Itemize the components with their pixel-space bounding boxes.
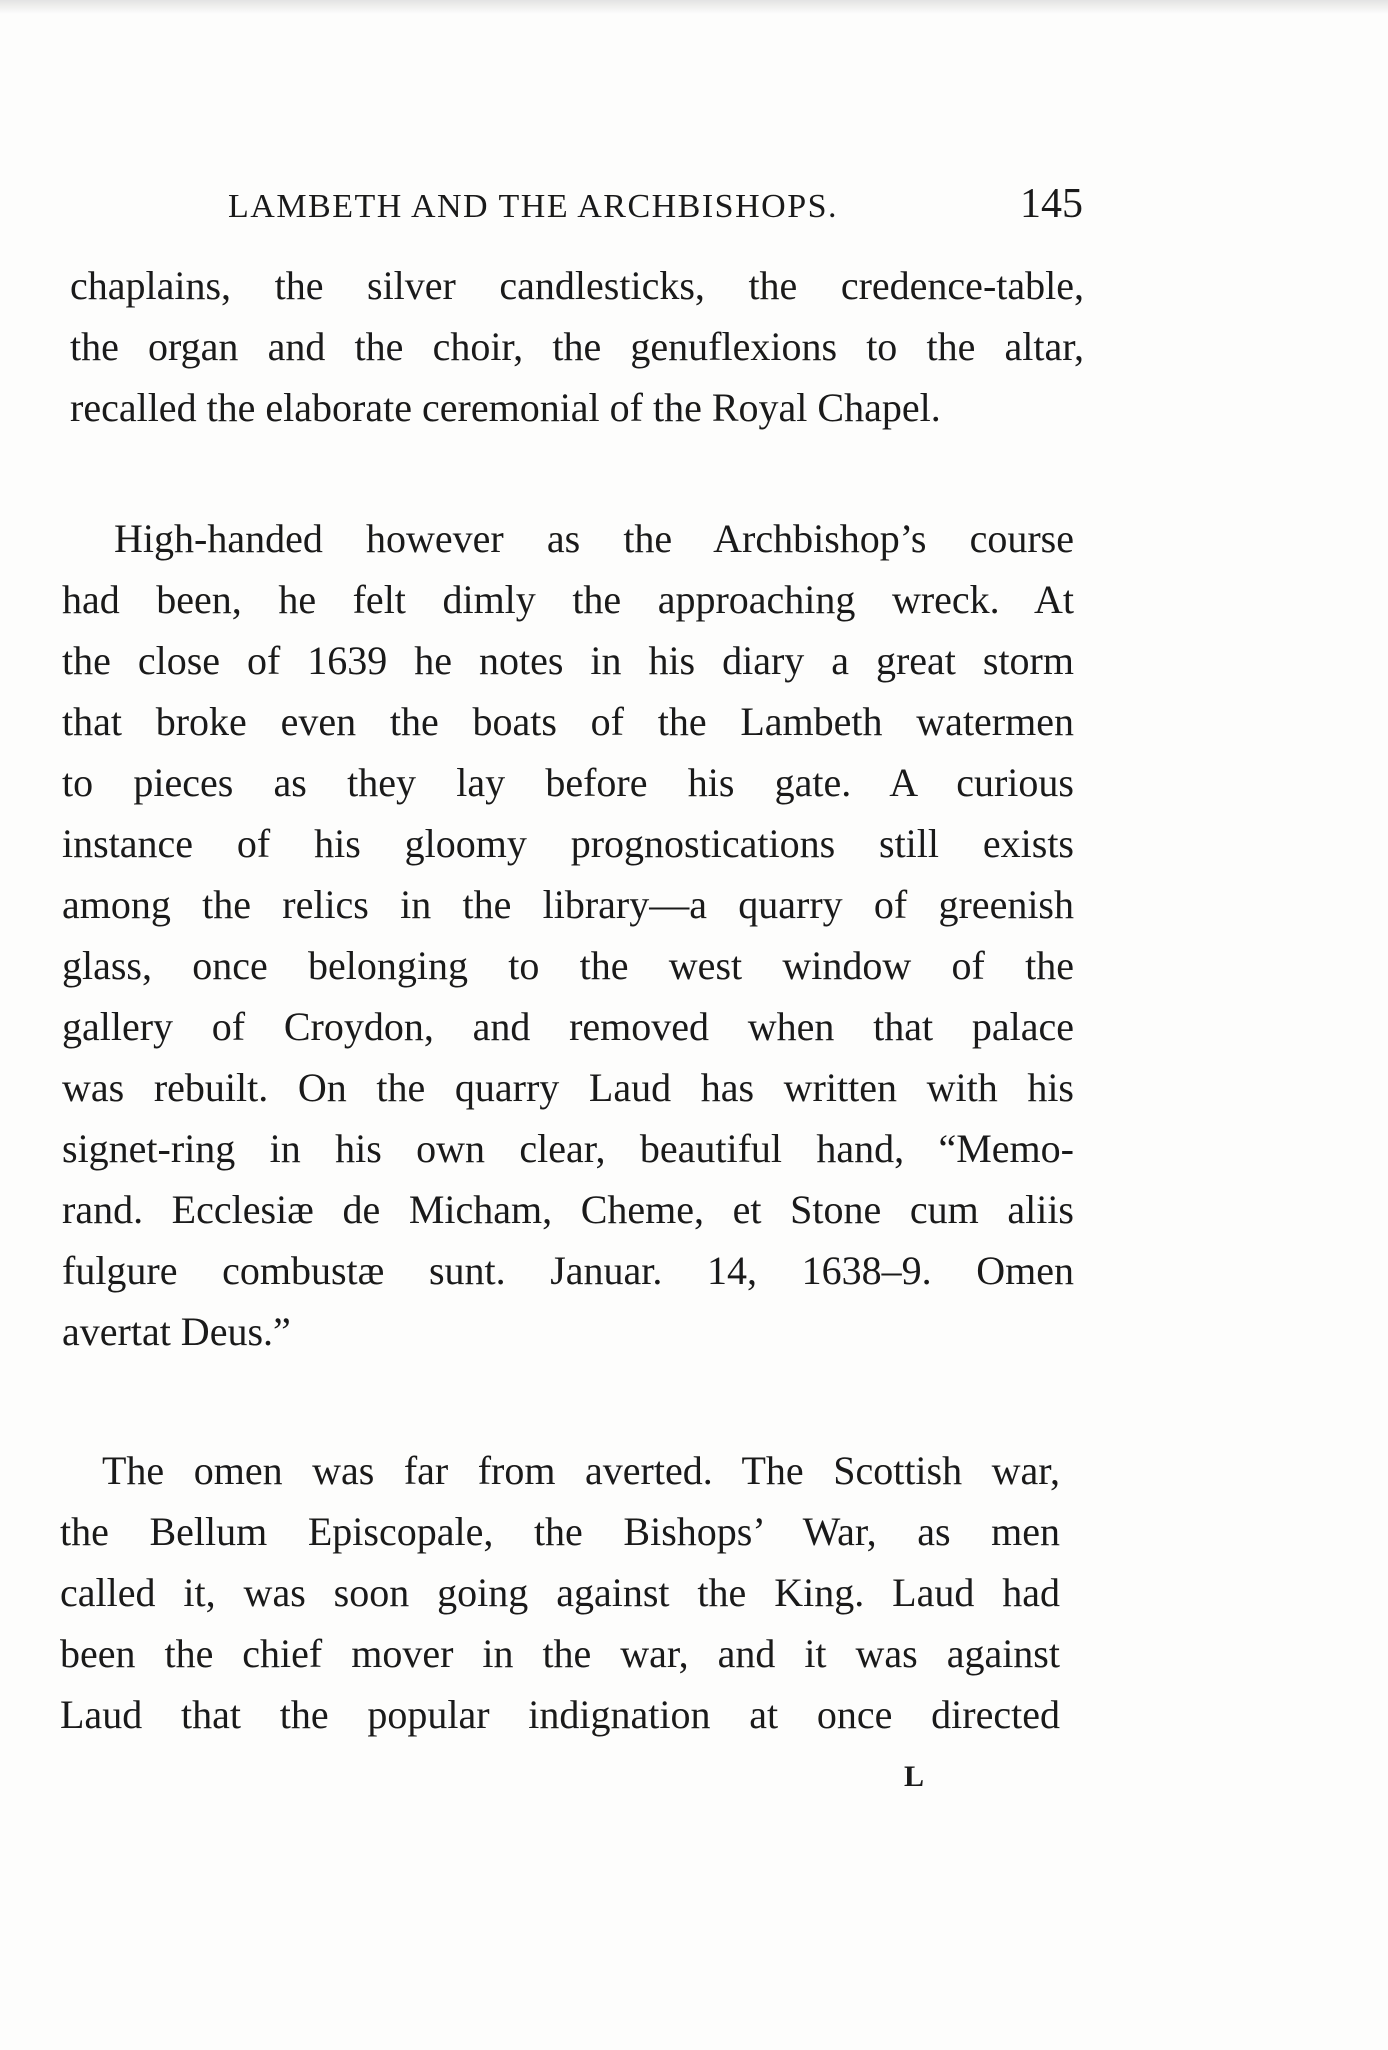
text-line: fulgure combustæ sunt. Januar. 14, 1638–9. Omen xyxy=(62,1248,1074,1293)
text-line: instance of his gloomy prognostications still exists xyxy=(62,821,1074,866)
text-line: had been, he felt dimly the approaching wreck. At xyxy=(62,577,1074,622)
text-line: been the chief mover in the war, and it was against xyxy=(60,1631,1060,1676)
page-header xyxy=(228,180,1083,240)
text-line: The omen was far from averted. The Scottish war, xyxy=(102,1448,1060,1493)
text-line: that broke even the boats of the Lambeth watermen xyxy=(62,699,1074,744)
text-line: called it, was soon going against the King. Laud had xyxy=(60,1570,1060,1615)
running-title: LAMBETH AND THE ARCHBISHOPS. xyxy=(228,188,839,225)
text-line: avertat Deus.” xyxy=(62,1309,291,1354)
paragraph-2 xyxy=(62,508,1074,1362)
text-line: among the relics in the library—a quarry of greenish xyxy=(62,882,1074,927)
paragraph-1 xyxy=(70,255,1084,438)
text-line: rand. Ecclesiæ de Micham, Cheme, et Stone cum aliis xyxy=(62,1187,1074,1232)
text-line: gallery of Croydon, and removed when that palace xyxy=(62,1004,1074,1049)
text-line: recalled the elaborate ceremonial of the Royal Chapel. xyxy=(70,385,941,430)
text-line: glass, once belonging to the west window of the xyxy=(62,943,1074,988)
text-line: signet-ring in his own clear, beautiful hand, “Memo- xyxy=(62,1126,1074,1171)
text-line: High-handed however as the Archbishop’s course xyxy=(114,516,1074,561)
page-edge-shadow xyxy=(0,0,1388,14)
text-line: Laud that the popular indignation at once directed xyxy=(60,1692,1060,1737)
text-line: to pieces as they lay before his gate. A curious xyxy=(62,760,1074,805)
text-line: the Bellum Episcopale, the Bishops’ War, as men xyxy=(60,1509,1060,1554)
text-line: the organ and the choir, the genuflexions to the altar, xyxy=(70,324,1084,369)
page-number: 145 xyxy=(1020,181,1083,227)
paragraph-3 xyxy=(60,1440,1060,1745)
text-line: chaplains, the silver candlesticks, the credence-table, xyxy=(70,263,1084,308)
signature-mark: L xyxy=(904,1760,925,1793)
text-line: was rebuilt. On the quarry Laud has written with his xyxy=(62,1065,1074,1110)
text-line: the close of 1639 he notes in his diary a great storm xyxy=(62,638,1074,683)
